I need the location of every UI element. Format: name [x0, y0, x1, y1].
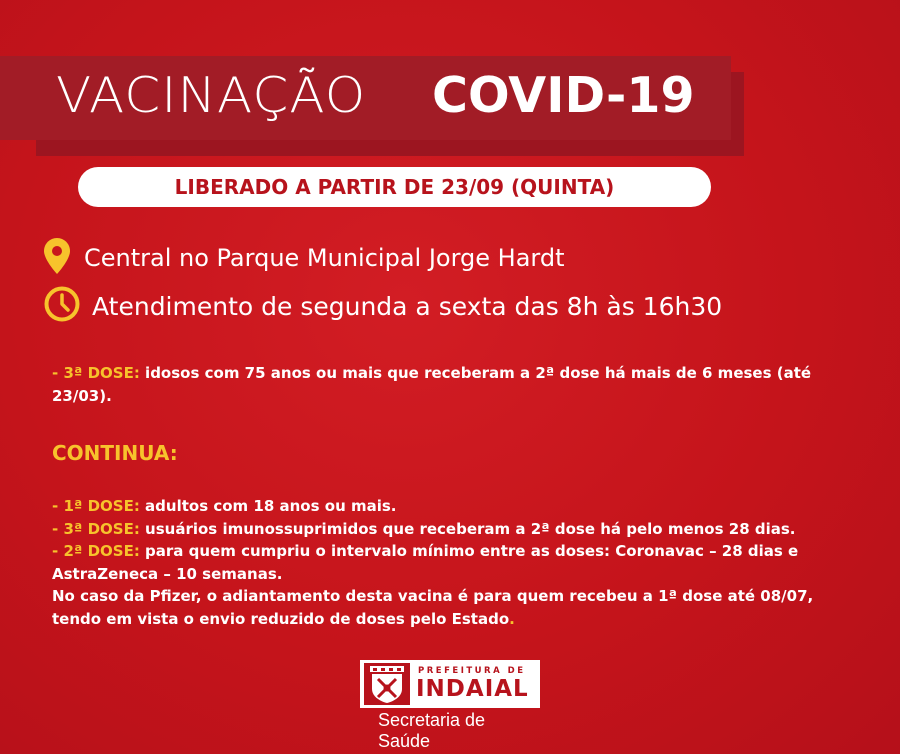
list-item [52, 518, 852, 541]
date-banner [78, 167, 711, 207]
clock-icon [44, 286, 80, 326]
list-item [52, 540, 852, 563]
list-item [52, 495, 852, 518]
list-item-continuation: AstraZeneca – 10 semanas. [52, 564, 283, 583]
logo-name: INDAIAL [416, 676, 529, 702]
location-text: Central no Parque Municipal Jorge Hardt [84, 244, 565, 272]
dose3-label: - 3ª DOSE: [52, 364, 140, 382]
item-text: usuários imunossuprimidos que receberam a 2ª dose há pelo menos 28 dias. [139, 519, 796, 538]
crest-icon [364, 663, 410, 709]
date-banner-text: LIBERADO A PARTIR DE 23/09 (QUINTA) [174, 175, 615, 199]
prefeitura-logo [360, 660, 540, 751]
item-text: para quem cumpriu o intervalo mínimo entre as doses: Coronavac – 28 dias e [139, 542, 799, 560]
map-pin-icon [44, 238, 70, 278]
pfizer-period: . [509, 609, 515, 628]
title-bold: COVID-19 [432, 67, 695, 124]
title-light: VACINAÇÃO [56, 67, 367, 124]
logo-prefix: PREFEITURA DE [418, 666, 526, 676]
dose3-line1: idosos com 75 anos ou mais que receberam a 2ª dose há mais de 6 meses (até [139, 364, 812, 382]
item-label: - 1ª DOSE: [52, 497, 140, 515]
dose3-line2: 23/03). [52, 386, 112, 405]
item-label: - 3ª DOSE: [52, 519, 140, 538]
continua-heading: CONTINUA: [52, 441, 178, 465]
item-label: - 2ª DOSE: [52, 542, 140, 560]
pfizer-line1: No caso da Pfizer, o adiantamento desta vacina é para quem recebeu a 1ª dose até 08/07, [52, 587, 814, 605]
logo-subtitle: Secretaria de Saúde [378, 710, 486, 751]
location-row [44, 238, 565, 278]
schedule-text: Atendimento de segunda a sexta das 8h às 16h30 [92, 291, 723, 321]
pfizer-line2-text: tendo em vista o envio reduzido de doses pelo Estado [52, 609, 510, 628]
continua-list [52, 495, 852, 630]
pfizer-line2 [52, 608, 852, 631]
schedule-row [44, 286, 722, 326]
dose3-paragraph [52, 362, 852, 407]
item-text: adultos com 18 anos ou mais. [139, 497, 397, 515]
